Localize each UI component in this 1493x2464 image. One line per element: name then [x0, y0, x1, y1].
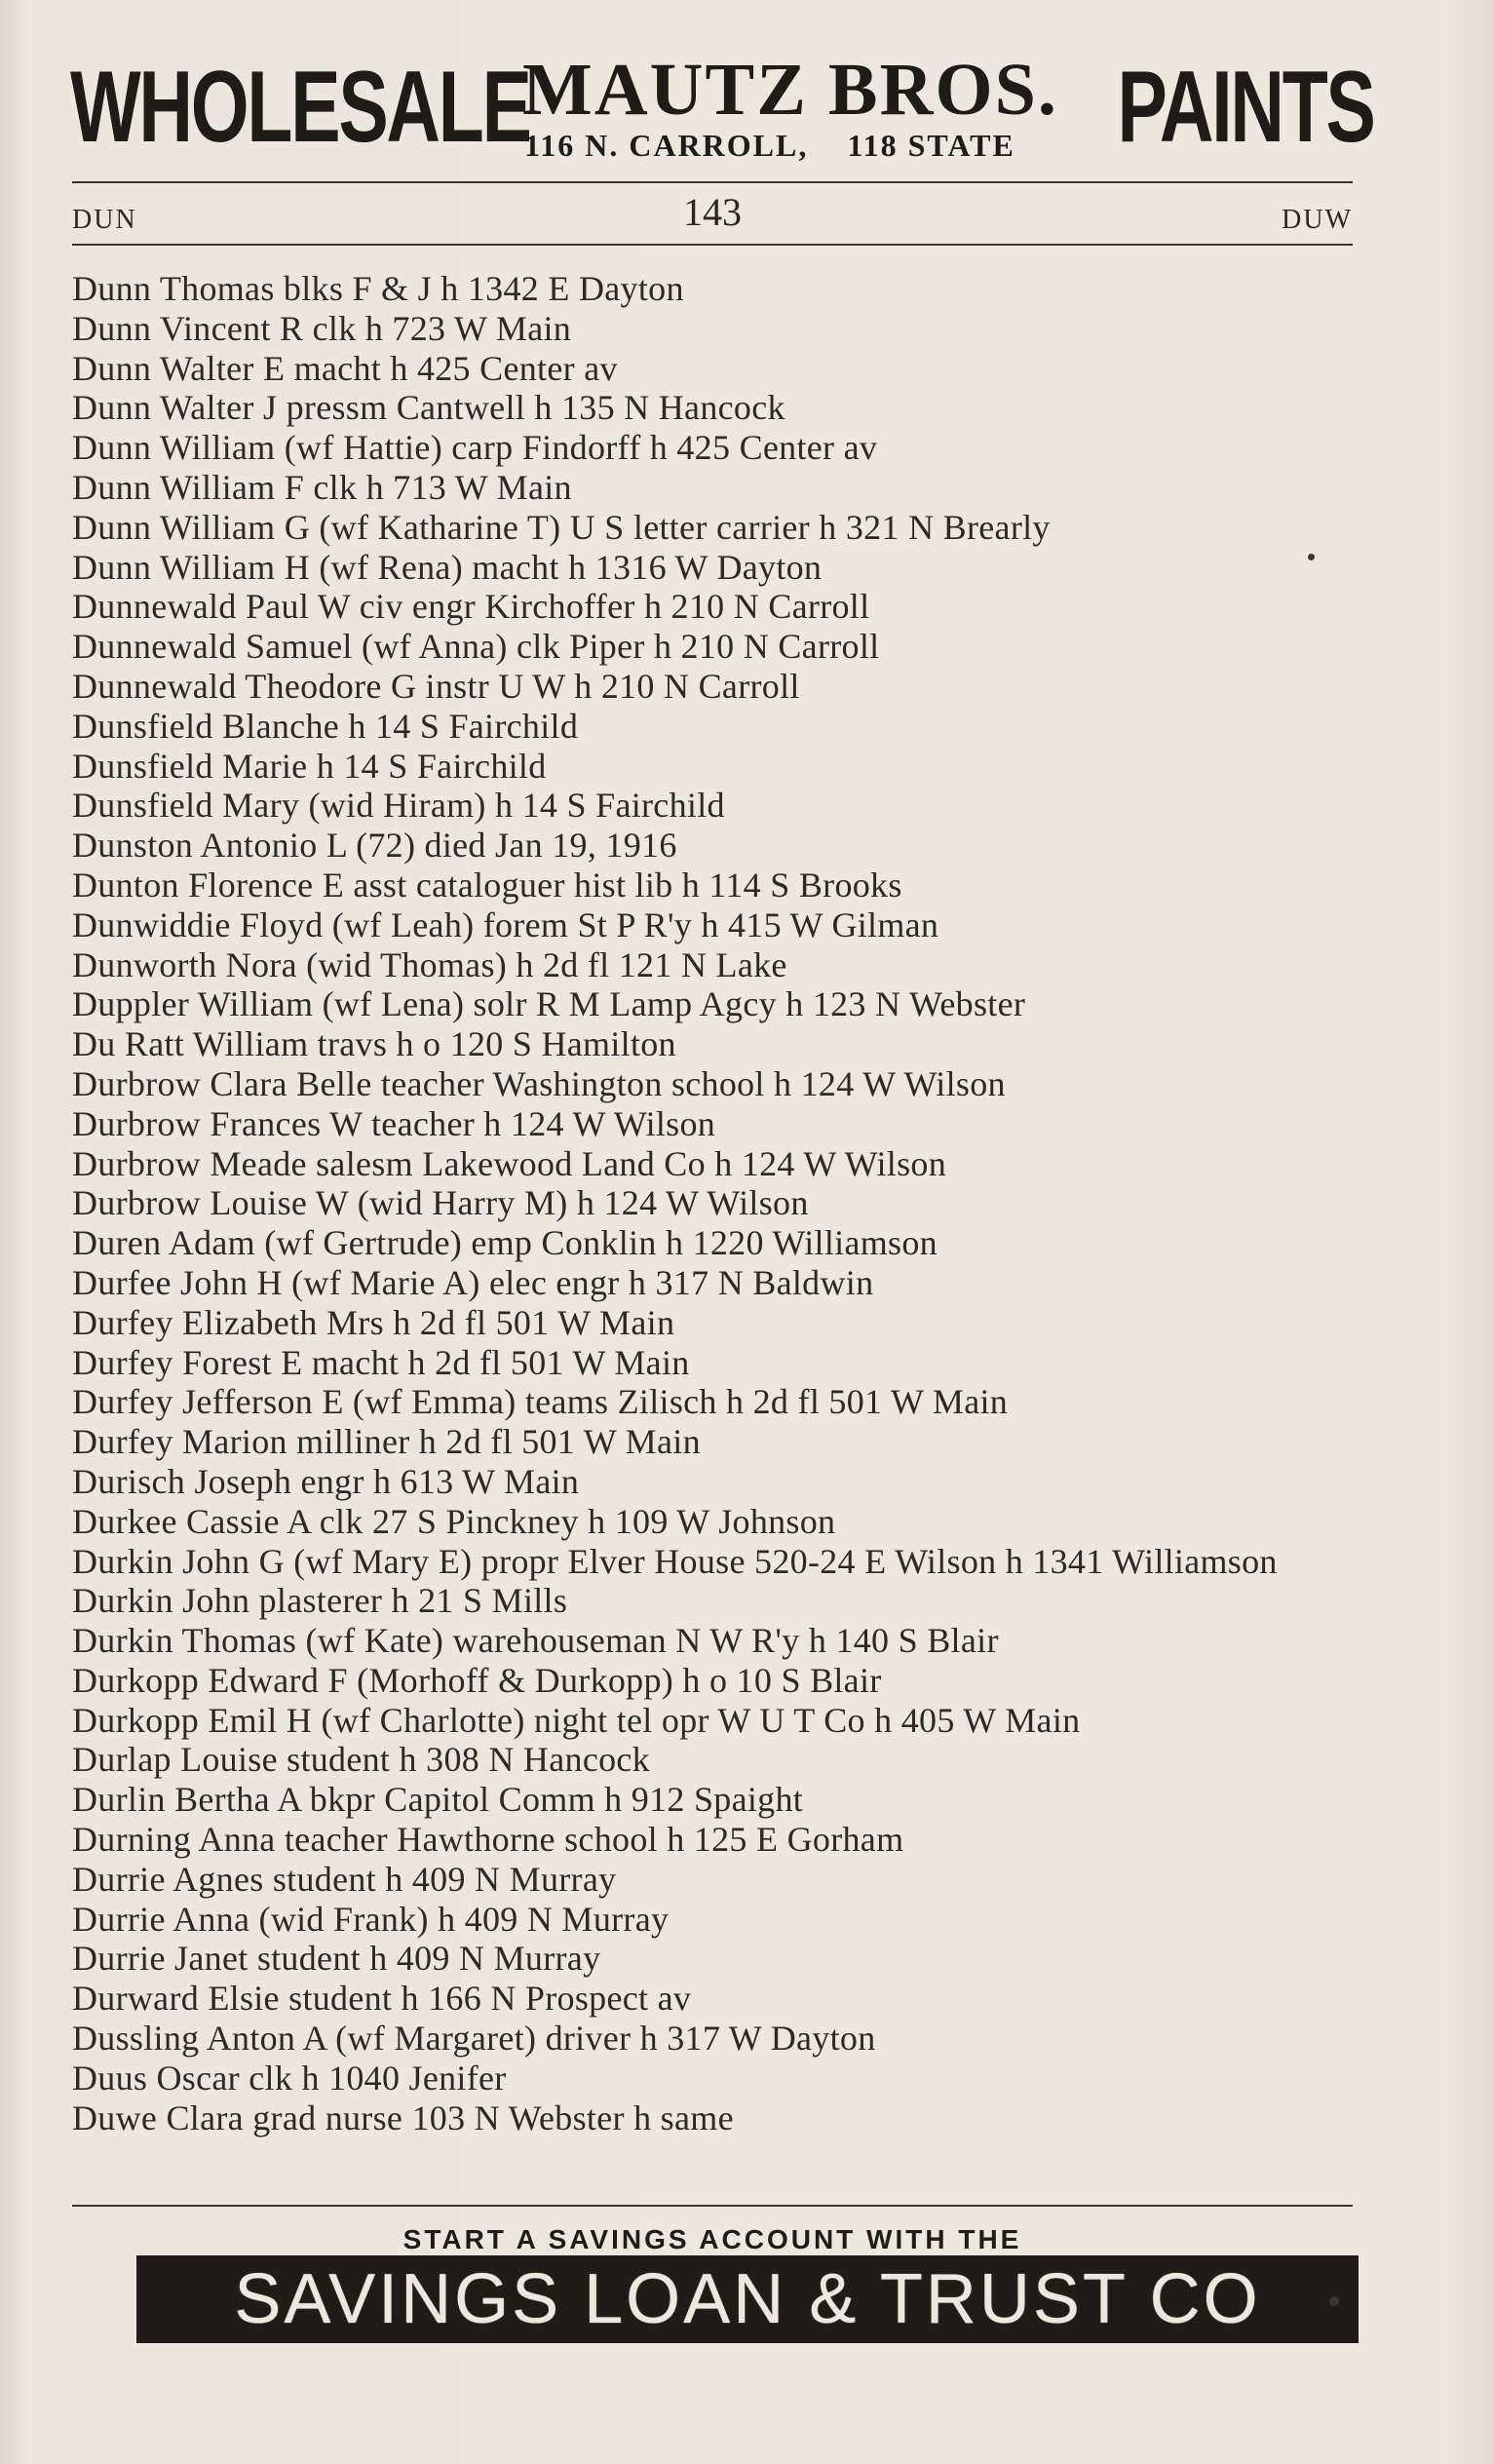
footer-ad-dot [1329, 2296, 1339, 2306]
directory-entry: Dunn Thomas blks F & J h 1342 E Dayton [72, 269, 684, 308]
header-ad-paints: PAINTS [1117, 51, 1374, 164]
footer-rule [72, 2205, 1353, 2207]
directory-entry: Durrie Agnes student h 409 N Murray [72, 1859, 617, 1899]
running-head [72, 189, 1353, 238]
header-ad-address: 116 N. CARROLL, 118 STATE [524, 128, 1015, 163]
directory-entry: Dunworth Nora (wid Thomas) h 2d fl 121 N Lake [72, 944, 787, 984]
header-ad-company-name: MAUTZ BROS. [522, 49, 1058, 131]
header-rule-bottom [72, 244, 1353, 246]
directory-entry: Dunn Vincent R clk h 723 W Main [72, 308, 572, 348]
directory-entry: Dunwiddie Floyd (wf Leah) forem St P R'y h 415 W Gilman [72, 905, 939, 944]
directory-entry: Dunnewald Theodore G instr U W h 210 N Carroll [72, 666, 800, 706]
directory-entry: Dunsfield Mary (wid Hiram) h 14 S Fairchild [72, 786, 725, 826]
directory-entry: Durbrow Clara Belle teacher Washington school h 124 W Wilson [72, 1063, 1006, 1103]
directory-entry: Duren Adam (wf Gertrude) emp Conklin h 1220 Williamson [72, 1223, 938, 1263]
directory-entry: Dunn Walter E macht h 425 Center av [72, 348, 618, 388]
directory-entry: Durfey Jefferson E (wf Emma) teams Zilisch h 2d fl 501 W Main [72, 1382, 1009, 1422]
directory-entry: Dunn William G (wf Katharine T) U S letter carrier h 321 N Brearly [72, 507, 1051, 547]
directory-entry: Durbrow Meade salesm Lakewood Land Co h 124 W Wilson [72, 1143, 947, 1183]
directory-entry: Dunn William F clk h 713 W Main [72, 467, 572, 507]
directory-entry: Durlap Louise student h 308 N Hancock [72, 1740, 650, 1780]
directory-entry: Durfee John H (wf Marie A) elec engr h 317 N Baldwin [72, 1262, 874, 1302]
directory-entry: Durkin Thomas (wf Kate) warehouseman N W R'y h 140 S Blair [72, 1621, 999, 1661]
directory-entry: Durbrow Frances W teacher h 124 W Wilson [72, 1103, 716, 1143]
directory-entry: Durning Anna teacher Hawthorne school h 125 E Gorham [72, 1820, 904, 1860]
directory-entry: Dunston Antonio L (72) died Jan 19, 1916 [72, 826, 677, 866]
directory-entry: Durfey Elizabeth Mrs h 2d fl 501 W Main [72, 1302, 675, 1342]
directory-entries-list [72, 269, 1368, 2137]
directory-entry: Dussling Anton A (wf Margaret) driver h 317 W Dayton [72, 2019, 876, 2059]
directory-entry: Du Ratt William travs h o 120 S Hamilton [72, 1024, 676, 1064]
running-head-left-guide: DUN [72, 205, 137, 235]
directory-entry: Durlin Bertha A bkpr Capitol Comm h 912 Spaight [72, 1780, 804, 1820]
directory-entry: Duwe Clara grad nurse 103 N Webster h same [72, 2098, 734, 2137]
directory-entry: Durward Elsie student h 166 N Prospect av [72, 1979, 692, 2019]
directory-entry: Dunton Florence E asst cataloguer hist lib h 114 S Brooks [72, 865, 902, 905]
directory-entry: Dunn William H (wf Rena) macht h 1316 W Dayton [72, 547, 823, 587]
directory-entry: Dunnewald Paul W civ engr Kirchoffer h 210 N Carroll [72, 587, 870, 627]
directory-entry: Duus Oscar clk h 1040 Jenifer [72, 2058, 507, 2098]
print-speck [1308, 554, 1315, 560]
directory-entry: Durkopp Emil H (wf Charlotte) night tel opr W U T Co h 405 W Main [72, 1700, 1081, 1740]
directory-entry: Durkee Cassie A clk 27 S Pinckney h 109 W Johnson [72, 1501, 836, 1541]
directory-entry: Durrie Anna (wid Frank) h 409 N Murray [72, 1899, 670, 1939]
directory-entry: Durkopp Edward F (Morhoff & Durkopp) h o 10 S Blair [72, 1660, 882, 1700]
directory-entry: Durkin John G (wf Mary E) propr Elver House 520-24 E Wilson h 1341 Williamson [72, 1541, 1278, 1581]
footer-advertisement [72, 2205, 1353, 2351]
directory-entry: Dunsfield Blanche h 14 S Fairchild [72, 706, 579, 746]
running-head-right-guide: DUW [1282, 205, 1353, 235]
header-ad-wholesale: WHOLESALE [70, 51, 530, 164]
directory-entry: Durbrow Louise W (wid Harry M) h 124 W Wilson [72, 1183, 809, 1223]
directory-entry: Duppler William (wf Lena) solr R M Lamp Agcy h 123 N Webster [72, 984, 1026, 1024]
directory-entry: Durfey Marion milliner h 2d fl 501 W Main [72, 1422, 701, 1462]
page-number: 143 [683, 190, 742, 234]
footer-ad-bank-name: SAVINGS LOAN & TRUST CO [234, 2260, 1261, 2338]
footer-ad-slogan: START A SAVINGS ACCOUNT WITH THE [402, 2224, 1022, 2254]
directory-entry: Durrie Janet student h 409 N Murray [72, 1939, 601, 1979]
header-rule-top [72, 181, 1353, 183]
directory-entry: Durfey Forest E macht h 2d fl 501 W Main [72, 1342, 690, 1382]
directory-entry: Durisch Joseph engr h 613 W Main [72, 1461, 580, 1501]
directory-entry: Dunsfield Marie h 14 S Fairchild [72, 746, 547, 786]
directory-entry: Durkin John plasterer h 21 S Mills [72, 1581, 568, 1621]
directory-entry: Dunn Walter J pressm Cantwell h 135 N Hancock [72, 388, 785, 428]
header-advertisement [70, 49, 1374, 166]
directory-entry: Dunn William (wf Hattie) carp Findorff h 425 Center av [72, 428, 878, 468]
directory-entry: Dunnewald Samuel (wf Anna) clk Piper h 210 N Carroll [72, 627, 880, 667]
footer-ad-bank-banner [136, 2255, 1359, 2343]
